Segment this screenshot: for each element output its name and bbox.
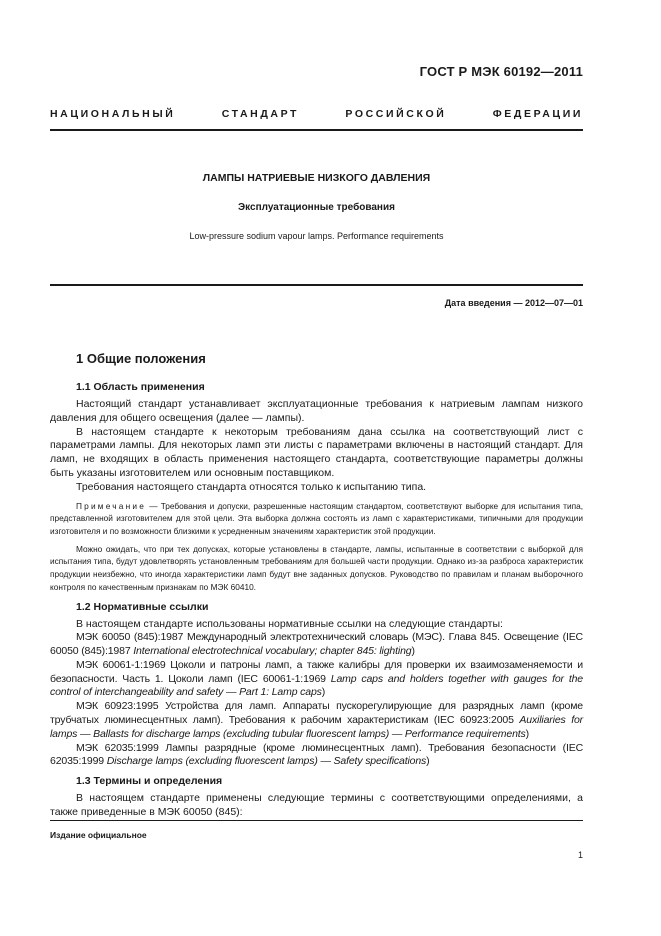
page-number: 1 (577, 850, 583, 860)
title-divider (50, 284, 583, 286)
reference-item: МЭК 60050 (845):1987 Международный электротехнический словарь (МЭС). Глава 845. Освещение (IEC 60050 (845):1987 International electrotechnical vocabulary; chapter 845: lighting) (50, 631, 583, 658)
document-number: ГОСТ Р МЭК 60192—2011 (419, 64, 583, 79)
note-label: Примечание (76, 500, 147, 511)
national-standard-banner: НАЦИОНАЛЬНЫЙ СТАНДАРТ РОССИЙСКОЙ ФЕДЕРАЦИИ (50, 108, 583, 120)
scope-paragraph-3: Требования настоящего стандарта относятся только к испытанию типа. (76, 480, 427, 493)
document-title: ЛАМПЫ НАТРИЕВЫЕ НИЗКОГО ДАВЛЕНИЯ (202, 172, 431, 184)
section-heading-1-2: 1.2 Нормативные ссылки (76, 600, 209, 613)
introduction-date: Дата введения — 2012—07—01 (444, 298, 583, 308)
section-heading-1-3: 1.3 Термины и определения (76, 775, 223, 788)
terms-paragraph: В настоящем стандарте применены следующие термины с соответствующими определениями, а также приведенные в МЭК 60050 (845): (50, 792, 583, 819)
scope-paragraph-1: Настоящий стандарт устанавливает эксплуатационные требования к натриевым лампам низкого давления для общего освещения (далее — лампы). (50, 398, 583, 424)
scope-note-1 (50, 500, 583, 538)
scope-note-2: Можно ожидать, что при тех допусках, которые установлены в стандарте, лампы, испытанные в соответствии с выборкой для испытания типа, будут удовлетворять установленным требованиям для большей части продукции. Однако из-за разброса характеристик продукции неизбежно, что иногда характеристики ламп будут вне заданных допусков. Руководство по правилам и планам выборочного контроля по качественным признакам по МЭК 60410. (50, 543, 583, 592)
english-title: Low-pressure sodium vapour lamps. Performance requirements (189, 231, 444, 241)
reference-item: МЭК 60923:1995 Устройства для ламп. Аппараты пускорегулирующие для разрядных ламп (кроме трубчатых люминесцентных ламп). Требования к рабочим характеристикам (IEC 60923:2005 Auxiliaries for lamps — Ballasts for discharge lamps (excluding tubular fluorescent lamps) — Performance requirements) (50, 700, 583, 740)
document-body (50, 351, 583, 820)
note-text: — Требования и допуски, разрешенные настоящим стандартом, соответствуют выборке для испытания типа, представленной изготовителем для этой цели. Эта выборка должна состоять из ламп с характеристиками, типичными для продукции изготовителя и по возможности близкими к усредненным значениям характеристик этой продукции. (50, 500, 583, 536)
document-subtitle: Эксплуатационные требования (238, 202, 395, 213)
scope-paragraph-2: В настоящем стандарте к некоторым требованиям дана ссылка на соответствующий лист с параметрами лампы. Для некоторых ламп эти листы с параметрами включены в настоящий стандарт. Для ламп, не входящих в область применения настоящего стандарта, соответствующие параметры должны быть указаны изготовителем или основным поставщиком. (50, 425, 583, 479)
reference-item: МЭК 62035:1999 Лампы разрядные (кроме люминесцентных ламп). Требования безопасности (IEC 62035:1999 Discharge lamps (excluding fluorescent lamps) — Safety specifications) (50, 741, 583, 768)
footer-divider (50, 820, 583, 821)
section-heading-1-1: 1.1 Область применения (76, 381, 205, 393)
header-divider (50, 129, 583, 131)
section-heading-1: 1 Общие положения (76, 351, 206, 366)
edition-label: Издание официальное (50, 830, 147, 840)
references-intro: В настоящем стандарте использованы нормативные ссылки на следующие стандарты: (76, 617, 503, 630)
reference-item: МЭК 60061-1:1969 Цоколи и патроны ламп, а также калибры для проверки их взаимозаменяемости и безопасности. Часть 1. Цоколи ламп (IEC 60061-1:1969 Lamp caps and holders together with gauges for the control of interchangeability and safety — Part 1: Lamp caps) (50, 658, 583, 699)
